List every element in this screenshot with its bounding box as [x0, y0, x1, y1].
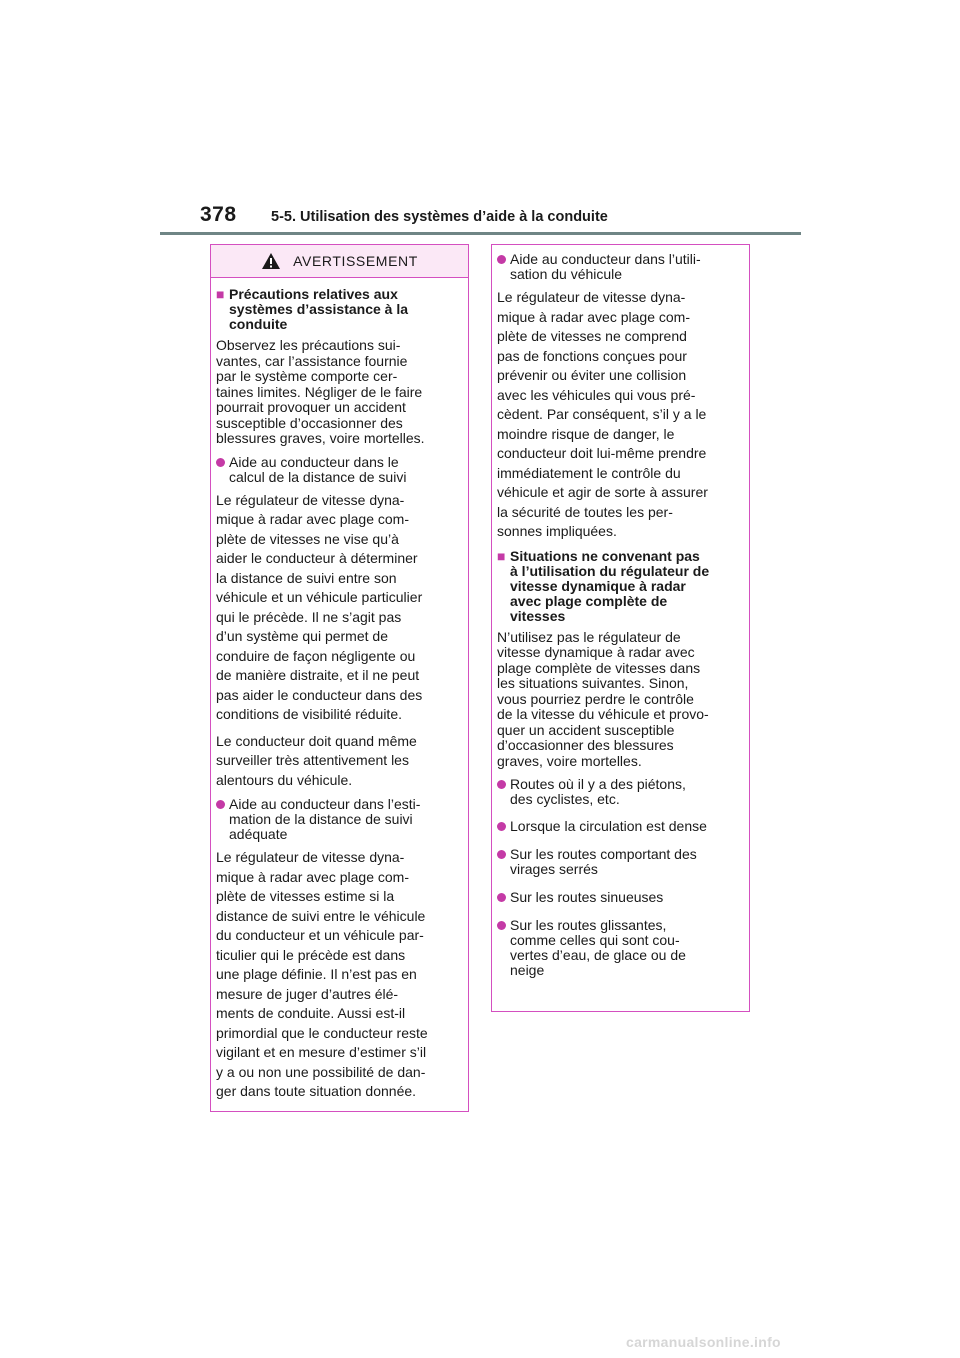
precautions-heading: [216, 287, 468, 332]
list-item: [497, 252, 749, 282]
list-item: [497, 819, 749, 834]
bullet-dot-icon: [497, 822, 506, 831]
bullet-text: Sur les routes sinueuses: [510, 889, 664, 905]
warning-box-right: [491, 244, 750, 1012]
intro-paragraph: Observez les précautions sui- vantes, car l’assistance fournie par le système comporte cer- taines limites. Négliger de le faire pourrait provoquer un accident susceptible d’occasionner des blessures graves, voire mortelles.: [216, 337, 425, 446]
body-paragraph: Le régulateur de vitesse dyna- mique à radar avec plage com- plète de vitesses estime si la distance de suivi entre le véhicule du conducteur et un véhicule par- ticulier qui le précède est dans une plage définie. Il n’est pas en mesure de juger d’autres élé- ments de conduite. Aussi est-il primordial que le conducteur reste vigilant et en mesure d’estimer s’il y a ou non une possibilité de dan- ger dans toute situation donnée.: [216, 849, 428, 1099]
list-item: [216, 455, 468, 485]
warning-triangle-icon: [261, 252, 281, 270]
bullet-text: Aide au conducteur dans le calcul de la distance de suivi: [229, 453, 407, 485]
bullet-text: Sur les routes glissantes, comme celles qui sont cou- vertes d’eau, de glace ou de neige: [510, 917, 686, 978]
body-paragraph: Le régulateur de vitesse dyna- mique à radar avec plage com- plète de vitesses ne vise qu’à aider le conducteur à déterminer la distance de suivi entre son véhicule et un véhicule particulier qui le précède. Il ne s’agit pas d’un système qui permet de conduire de façon négligente ou de manière distraite, et il ne peut pas aider le conducteur dans des conditions de visibilité réduite.: [216, 491, 423, 722]
bullet-dot-icon: [497, 255, 506, 264]
header-rule: [160, 232, 801, 235]
watermark-text: carmanualsonline.info: [626, 1334, 781, 1350]
bullet-dot-icon: [497, 850, 506, 859]
precautions-heading-text: Précautions relatives aux systèmes d’assistance à la conduite: [229, 286, 409, 332]
body-paragraph: N’utilisez pas le régulateur de vitesse dynamique à radar avec plage complète de vitesses dans les situations suivantes. Sinon, vous pourriez perdre le contrôle de la vitesse du véhicule et provo- quer un accident susceptible d’occasionner des blessures graves, voire mortelles.: [497, 628, 709, 769]
page-number: 378: [200, 203, 237, 226]
bullet-text: Aide au conducteur dans l’utili- sation du véhicule: [510, 251, 701, 282]
list-item: [497, 890, 749, 905]
bullet-dot-icon: [216, 800, 225, 809]
bullet-dot-icon: [497, 921, 506, 930]
body-paragraph: Le conducteur doit quand même surveiller très attentivement les alentours du véhicule.: [216, 732, 417, 788]
section-title: 5-5. Utilisation des systèmes d’aide à la conduite: [271, 209, 608, 225]
list-item: [497, 847, 749, 877]
square-bullet-icon: ■: [216, 286, 225, 302]
square-bullet-icon: ■: [497, 547, 506, 564]
bullet-text: Aide au conducteur dans l’esti- mation de la distance de suivi adéquate: [229, 796, 421, 842]
bullet-dot-icon: [216, 458, 225, 467]
situations-heading: [497, 549, 749, 624]
list-item: [497, 918, 749, 978]
bullet-dot-icon: [497, 780, 506, 789]
warning-title: AVERTISSEMENT: [293, 253, 418, 269]
bullet-dot-icon: [497, 893, 506, 902]
bullet-text: Lorsque la circulation est dense: [510, 818, 707, 834]
list-item: [216, 797, 468, 842]
list-item: [497, 777, 749, 807]
bullet-text: Routes où il y a des piétons, des cyclistes, etc.: [510, 776, 686, 807]
warning-box-left: [210, 244, 469, 1112]
bullet-text: Sur les routes comportant des virages serrés: [510, 846, 697, 877]
situations-heading-text: Situations ne convenant pas à l’utilisation du régulateur de vitesse dynamique à radar avec plage complète de vitesses: [510, 547, 710, 624]
warning-header: [211, 245, 468, 278]
body-paragraph: Le régulateur de vitesse dyna- mique à radar avec plage com- plète de vitesses ne comprend pas de fonctions conçues pour prévenir ou éviter une collision avec les véhicules qui vous pré- cèdent. Par conséquent, s’il y a le moindre risque de danger, le conducteur doit lui-même prendre immédiatement le contrôle du véhicule et agir de sorte à assurer la sécurité de toutes les per- sonnes impliquées.: [497, 289, 708, 539]
